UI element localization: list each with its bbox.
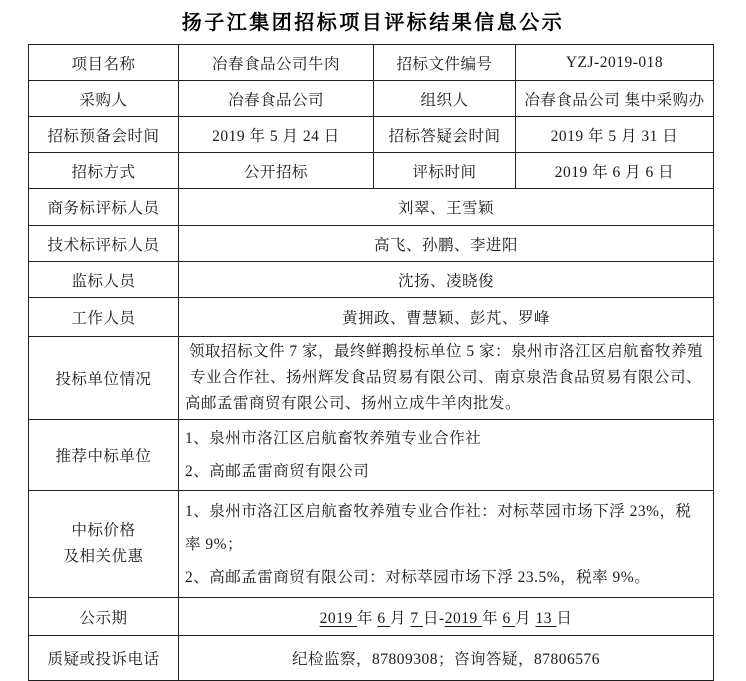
recommended-value bbox=[179, 420, 714, 491]
bidders-label: 投标单位情况 bbox=[29, 337, 179, 420]
eval-time-label: 评标时间 bbox=[374, 153, 516, 189]
table-row-publicity-period bbox=[29, 598, 714, 636]
qa-meeting-label: 招标答疑会时间 bbox=[374, 117, 516, 153]
table-row-price bbox=[29, 491, 714, 598]
staff-label: 工作人员 bbox=[29, 298, 179, 337]
bidders-value: 领取招标文件 7 家，最终鲜鹅投标单位 5 家：泉州市洛江区启航畜牧养殖专业合作社、扬州辉发食品贸易有限公司、南京泉浩食品贸易有限公司、高邮孟雷商贸有限公司、扬州立成牛羊肉批发。 bbox=[179, 337, 714, 420]
organizer-value: 冶春食品公司 集中采购办 bbox=[516, 81, 714, 117]
technical-evaluators-value: 高飞、孙鹏、李进阳 bbox=[179, 226, 714, 262]
eval-time-value: 2019 年 6 月 6 日 bbox=[516, 153, 714, 189]
table-row-technical-evaluators bbox=[29, 226, 714, 262]
announcement-table bbox=[28, 44, 714, 681]
supervisors-label: 监标人员 bbox=[29, 262, 179, 298]
publicity-date-segment: 日 bbox=[556, 609, 573, 627]
page-title: 扬子江集团招标项目评标结果信息公示 bbox=[181, 12, 565, 34]
publicity-date-underlined-segment: 7 bbox=[410, 609, 424, 627]
price-label-line-1: 中标价格 bbox=[71, 522, 136, 539]
project-name-label: 项目名称 bbox=[29, 45, 179, 81]
publicity-date-segment: 月 bbox=[515, 609, 536, 627]
publicity-date-underlined-segment: 6 bbox=[502, 609, 516, 627]
recommended-item-1: 1、泉州市洛江区启航畜牧养殖专业合作社 bbox=[185, 430, 482, 447]
price-item-1: 1、泉州市洛江区启航畜牧养殖专业合作社：对标萃园市场下浮 23%，税率 9%； bbox=[185, 502, 692, 553]
publicity-date-underlined-segment: 2019 bbox=[444, 609, 483, 627]
purchaser-label: 采购人 bbox=[29, 81, 179, 117]
bid-method-label: 招标方式 bbox=[29, 153, 179, 189]
doc-number-label: 招标文件编号 bbox=[374, 45, 516, 81]
table-row-staff bbox=[29, 298, 714, 337]
doc-number-value: YZJ-2019-018 bbox=[516, 45, 714, 81]
table-row-prep-meeting bbox=[29, 117, 714, 153]
price-label-line-2: 及相关优惠 bbox=[63, 548, 144, 565]
staff-value: 黄拥政、曹慧颖、彭芃、罗峰 bbox=[179, 298, 714, 337]
table-row-purchaser bbox=[29, 81, 714, 117]
supervisors-value: 沈扬、凌晓俊 bbox=[179, 262, 714, 298]
project-name-value: 冶春食品公司牛肉 bbox=[179, 45, 374, 81]
purchaser-value: 冶春食品公司 bbox=[179, 81, 374, 117]
table-row-method bbox=[29, 153, 714, 189]
commercial-evaluators-label: 商务标评标人员 bbox=[29, 189, 179, 226]
price-value bbox=[179, 491, 714, 598]
publicity-date-segment: 年 bbox=[357, 609, 378, 627]
recommended-item-2: 2、高邮孟雷商贸有限公司 bbox=[185, 463, 370, 480]
table-row-recommended bbox=[29, 420, 714, 491]
phone-value: 纪检监察，87809308；咨询答疑，87806576 bbox=[179, 636, 714, 681]
publicity-date-segment: 年 bbox=[482, 609, 503, 627]
publicity-period-value bbox=[179, 598, 714, 636]
table-row-project bbox=[29, 45, 714, 81]
bid-method-value: 公开招标 bbox=[179, 153, 374, 189]
table-row-bidders bbox=[29, 337, 714, 420]
phone-label: 质疑或投诉电话 bbox=[29, 636, 179, 681]
publicity-period-label: 公示期 bbox=[29, 598, 179, 636]
price-item-2: 2、高邮孟雷商贸有限公司：对标萃园市场下浮 23.5%，税率 9%。 bbox=[185, 568, 651, 586]
publicity-date-underlined-segment: 2019 bbox=[319, 609, 357, 627]
prep-meeting-label: 招标预备会时间 bbox=[29, 117, 179, 153]
table-row-commercial-evaluators bbox=[29, 189, 714, 226]
publicity-date-segment: 月 bbox=[390, 609, 411, 627]
technical-evaluators-label: 技术标评标人员 bbox=[29, 226, 179, 262]
qa-meeting-value: 2019 年 5 月 31 日 bbox=[516, 117, 714, 153]
publicity-date-underlined-segment: 13 bbox=[535, 609, 557, 627]
organizer-label: 组织人 bbox=[374, 81, 516, 117]
recommended-label: 推荐中标单位 bbox=[29, 420, 179, 491]
prep-meeting-value: 2019 年 5 月 24 日 bbox=[179, 117, 374, 153]
table-row-phone bbox=[29, 636, 714, 681]
table-row-supervisors bbox=[29, 262, 714, 298]
publicity-date-segment: 日- bbox=[423, 609, 445, 627]
commercial-evaluators-value: 刘翠、王雪颖 bbox=[179, 189, 714, 226]
price-label bbox=[29, 491, 179, 598]
publicity-date-underlined-segment: 6 bbox=[377, 609, 391, 627]
